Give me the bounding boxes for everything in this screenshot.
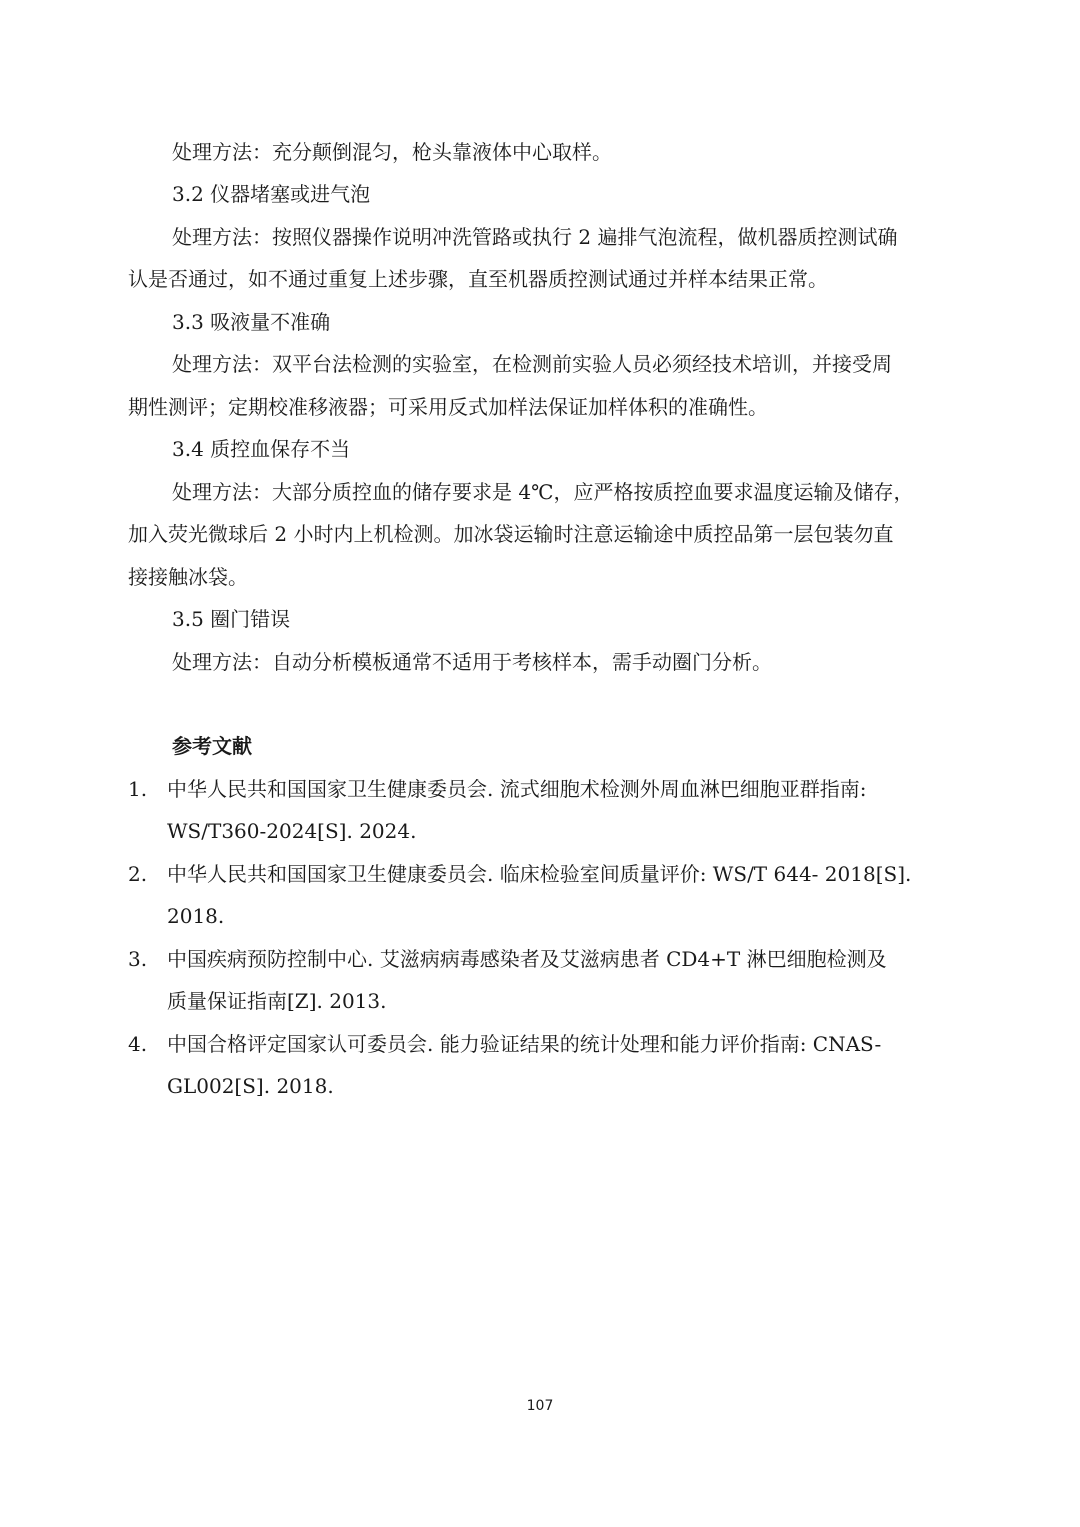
paragraph-3-3-method-line-1: 处理方法：双平台法检测的实验室，在检测前实验人员必须经技术培训，并接受周 — [172, 352, 892, 376]
section-heading-3-4: 3.4 质控血保存不当 — [172, 437, 351, 461]
paragraph-3-1-method: 处理方法：充分颠倒混匀，枪头靠液体中心取样。 — [172, 140, 612, 164]
paragraph-3-4-method-line-3: 接接触冰袋。 — [128, 565, 248, 589]
page-number: 107 — [526, 1398, 554, 1414]
paragraph-3-2-method-line-1: 处理方法：按照仪器操作说明冲洗管路或执行 2 遍排气泡流程，做机器质控测试确 — [172, 225, 898, 249]
reference-text-line-1: 中华人民共和国国家卫生健康委员会. 流式细胞术检测外周血淋巴细胞亚群指南: — [167, 777, 867, 801]
reference-number: 2. — [128, 862, 148, 886]
section-heading-3-3: 3.3 吸液量不准确 — [172, 310, 331, 334]
reference-text-line-2: 2018. — [167, 904, 225, 928]
reference-text-line-1: 中国合格评定国家认可委员会. 能力验证结果的统计处理和能力评价指南: CNAS- — [167, 1032, 882, 1056]
reference-text-line-2: 质量保证指南[Z]. 2013. — [167, 989, 387, 1013]
section-heading-3-5: 3.5 圈门错误 — [172, 607, 291, 631]
paragraph-3-5-method: 处理方法：自动分析模板通常不适用于考核样本，需手动圈门分析。 — [172, 650, 772, 674]
reference-number: 1. — [128, 777, 148, 801]
paragraph-3-2-method-line-2: 认是否通过，如不通过重复上述步骤，直至机器质控测试通过并样本结果正常。 — [128, 267, 828, 291]
section-heading-3-2: 3.2 仪器堵塞或进气泡 — [172, 182, 371, 206]
paragraph-3-4-method-line-1: 处理方法：大部分质控血的储存要求是 4℃，应严格按质控血要求温度运输及储存， — [172, 480, 914, 504]
reference-text-line-2: GL002[S]. 2018. — [167, 1074, 334, 1098]
reference-text-line-1: 中华人民共和国国家卫生健康委员会. 临床检验室间质量评价: WS/T 644- 2018[S]. — [167, 862, 912, 886]
paragraph-3-3-method-line-2: 期性测评；定期校准移液器；可采用反式加样法保证加样体积的准确性。 — [128, 395, 768, 419]
reference-text-line-1: 中国疾病预防控制中心. 艾滋病病毒感染者及艾滋病患者 CD4+T 淋巴细胞检测及 — [167, 947, 887, 971]
references-heading: 参考文献 — [172, 734, 252, 758]
reference-text-line-2: WS/T360-2024[S]. 2024. — [167, 819, 417, 843]
paragraph-3-4-method-line-2: 加入荧光微球后 2 小时内上机检测。加冰袋运输时注意运输途中质控品第一层包装勿直 — [128, 522, 894, 546]
reference-number: 3. — [128, 947, 148, 971]
reference-number: 4. — [128, 1032, 148, 1056]
